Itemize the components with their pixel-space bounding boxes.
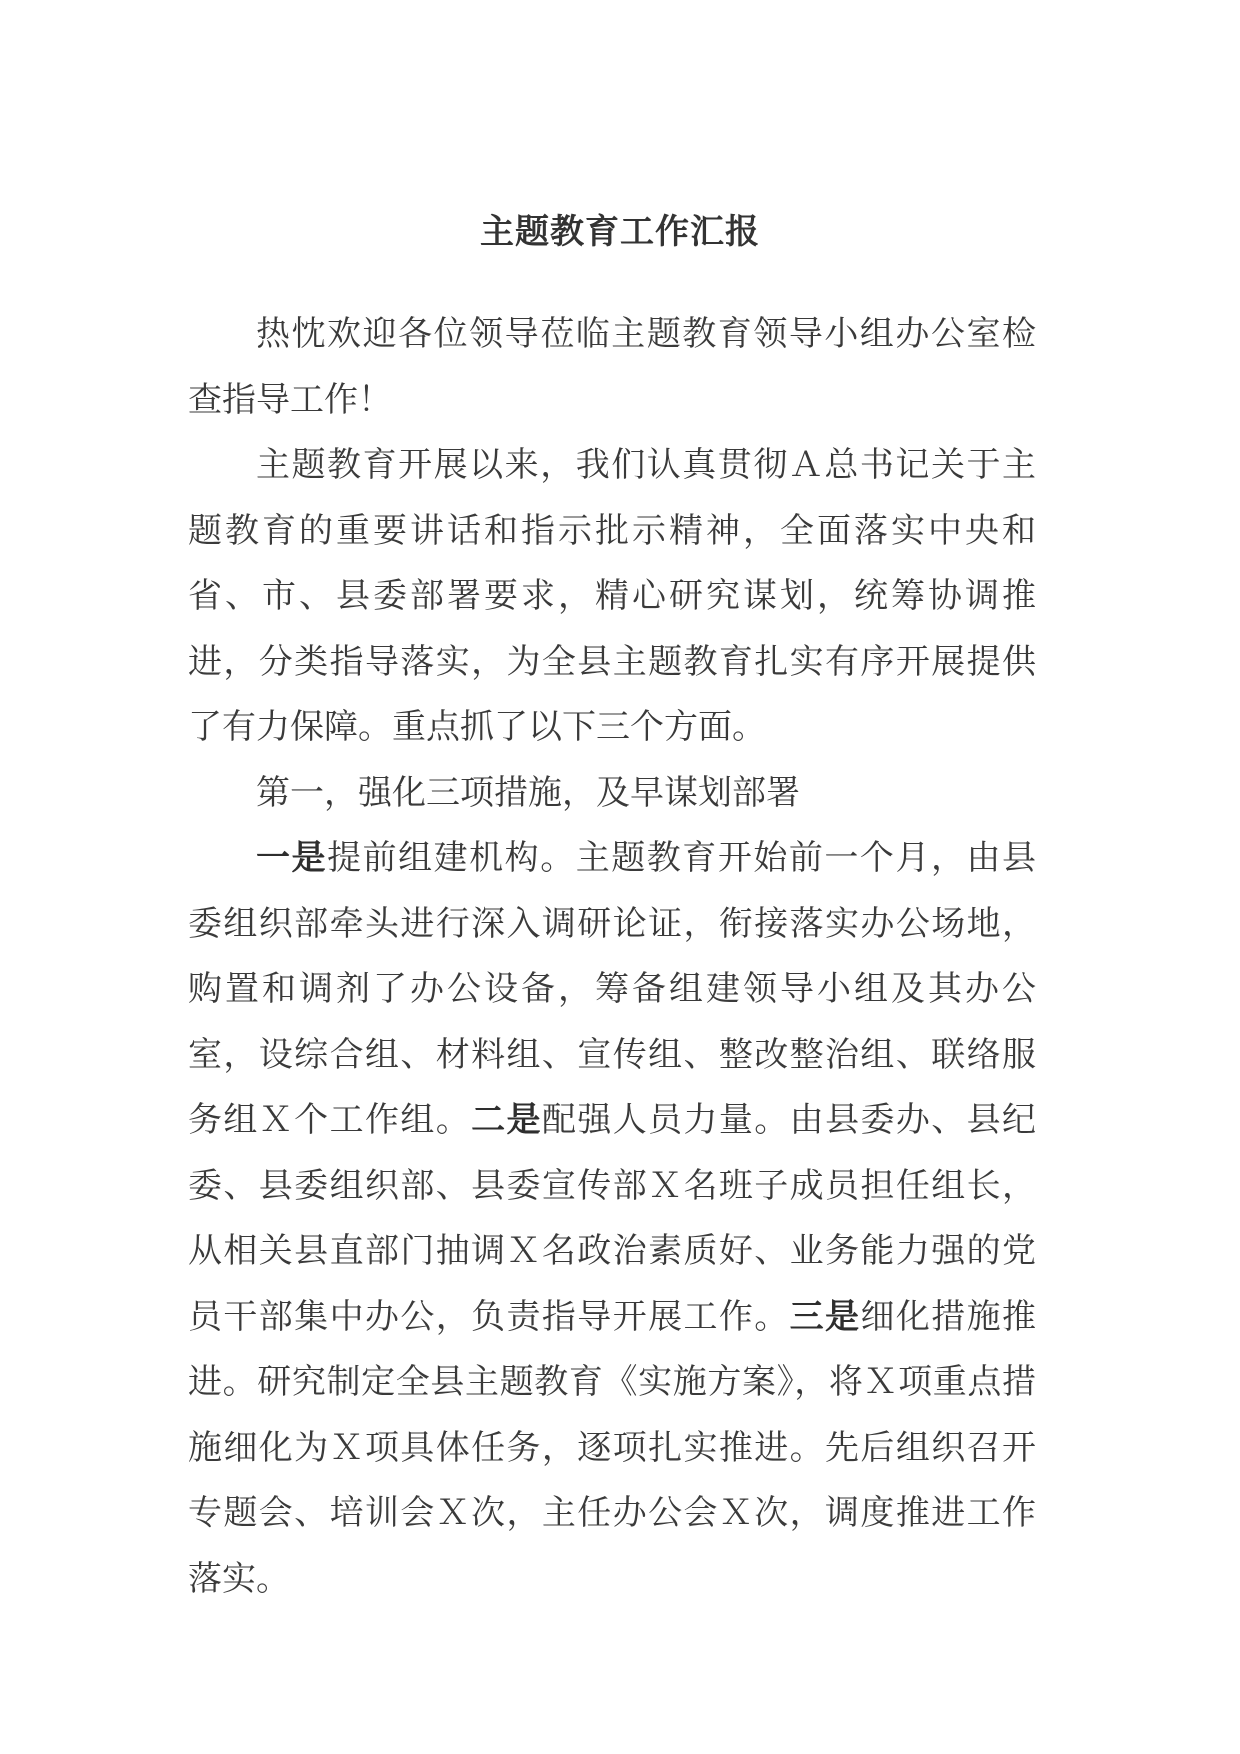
measure-2-lead: 二是 — [471, 1100, 542, 1140]
measure-3-text: 细化措施推进。研究制定全县主题教育《实施方案》，将Ｘ项重点措施细化为Ｘ项具体任务，逐项扎实推进。先后组织召开专题会、培训会Ｘ次，主任办公会Ｘ次，调度推进工作落实。 — [188, 1296, 1037, 1599]
document-body — [188, 302, 1036, 1612]
section-heading: 第一，强化三项措施，及早谋划部署 — [256, 772, 800, 813]
measure-2-text: 配强人员力量。由县委办、县纪委、县委组织部、县委宣传部Ｘ名班子成员担任组长，从相关县直部门抽调Ｘ名政治素质好、业务能力强的党员干部集中办公，负责指导开展工作。 — [188, 1100, 1037, 1337]
measures-paragraph — [188, 826, 1036, 1612]
welcome-paragraph: 热忱欢迎各位领导莅临主题教育领导小组办公室检查指导工作！ — [188, 314, 1036, 420]
document-title: 主题教育工作汇报 — [480, 212, 760, 252]
measure-1-lead: 一是 — [256, 838, 328, 878]
measure-3-lead: 三是 — [789, 1296, 861, 1337]
intro-paragraph: 主题教育开展以来，我们认真贯彻Ａ总书记关于主题教育的重要讲话和指示批示精神，全面落实中央和省、市、县委部署要求，精心研究谋划，统筹协调推进，分类指导落实，为全县主题教育扎实有序开展提供了有力保障。重点抓了以下三个方面。 — [188, 445, 1036, 747]
measure-1-text: 提前组建机构。主题教育开始前一个月，由县委组织部牵头进行深入调研论证，衔接落实办公场地，购置和调剂了办公设备，筹备组建领导小组及其办公室，设综合组、材料组、宣传组、整改整治组、联络服务组Ｘ个工作组。 — [188, 838, 1037, 1140]
